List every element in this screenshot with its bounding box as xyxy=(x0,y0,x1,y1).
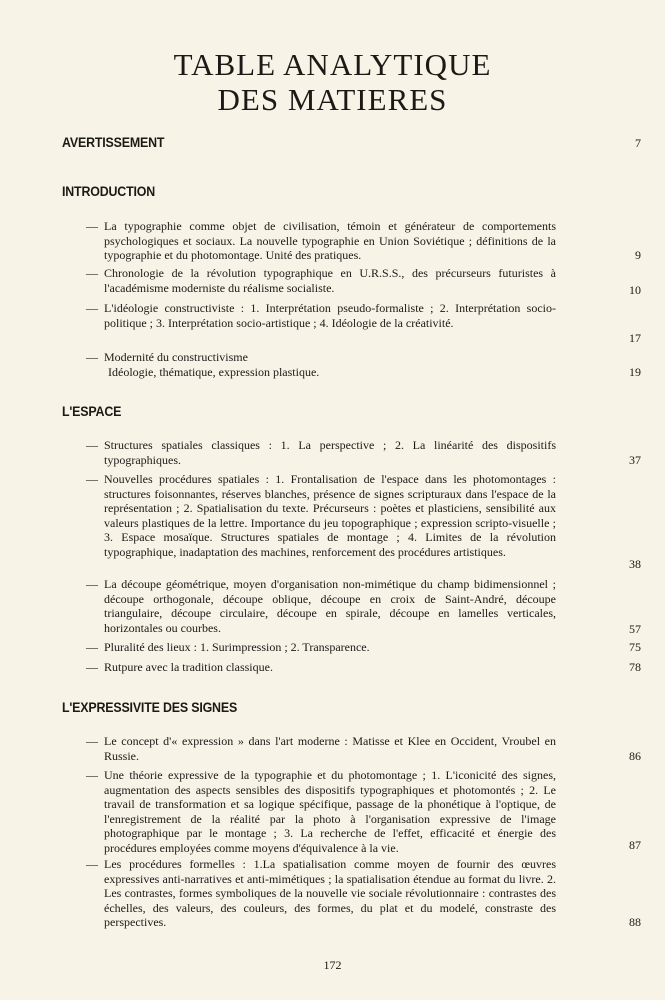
page-number: 87 xyxy=(629,838,641,852)
entry-text: Le concept d'« expression » dans l'art moderne : Matisse et Klee en Occident, Vroubel en Russie. xyxy=(104,734,556,763)
list-item: — Modernité du constructivisme Idéologie, thématique, expression plastique. xyxy=(86,350,556,379)
page-number: 75 xyxy=(629,640,641,654)
entry-text: Nouvelles procédures spatiales : 1. Frontalisation de l'espace dans les photomontages : structures foisonnantes, réserves blanches, présence de signes scripturaux dans l'espace de la représentation ; 2. Spatialisation du texte. Précurseurs : poètes et plasticiens, sensibilité aux valeurs plastiques de la lettre. Importance du jeu topographique ; expression scripto-visuelle ; 3. Espace mosaïque. Structures spatiales de montage ; 4. Limites de la révolution typographique, inadaptation des machines, renforcement des procédures artistiques. xyxy=(104,472,556,559)
page-number: 37 xyxy=(629,453,641,467)
list-item: — Les procédures formelles : 1.La spatialisation comme moyen de fournir des œuvres expressives anti-narratives et anti-mimétiques ; la spatialisation étendue au format du livre. 2. Les contrastes, formes symboliques de la nouvelle vie sociale révolutionnaire : contrastes des échelles, des valeurs, des couleurs, des formes, du plat et du modelé, constraste des perspectives. xyxy=(86,857,556,930)
folio: 172 xyxy=(323,958,342,972)
section-heading-expressivite: L'EXPRESSIVITE DES SIGNES xyxy=(62,700,238,715)
list-item: — Nouvelles procédures spatiales : 1. Frontalisation de l'espace dans les photomontages : structures foisonnantes, réserves blanches, présence de signes scripturaux dans l'espace de la représentation ; 2. Spatialisation du texte. Précurseurs : poètes et plasticiens, sensibilité aux valeurs plastiques de la lettre. Importance du jeu topographique ; expression scripto-visuelle ; 3. Espace mosaïque. Structures spatiales de montage ; 4. Limites de la révolution typographique, inadaptation des machines, renforcement des procédures artistiques. xyxy=(86,472,556,559)
entry-text: La découpe géométrique, moyen d'organisation non-mimétique du champ bidimensionnel ; découpe orthogonale, découpe oblique, découpe en croix de Saint-André, découpe triangulaire, découpe circulaire, découpe en spirale, découpe en lamelles verticales, horizontales ou courbes. xyxy=(104,577,556,635)
page-title-line1: TABLE ANALYTIQUE xyxy=(173,47,492,82)
section-heading-avertissement: AVERTISSEMENT xyxy=(62,135,165,150)
list-item: — Chronologie de la révolution typographique en U.R.S.S., des précurseurs futuristes à l'académisme moderniste du réalisme socialiste. xyxy=(86,266,556,295)
entry-text: Structures spatiales classiques : 1. La perspective ; 2. La linéarité des dispositifs typographiques. xyxy=(104,438,556,467)
page-number: 38 xyxy=(629,557,641,571)
entry-text: Chronologie de la révolution typographique en U.R.S.S., des précurseurs futuristes à l'académisme moderniste du réalisme socialiste. xyxy=(104,266,556,295)
page-number: 78 xyxy=(629,660,641,674)
page-title-line2: DES MATIERES xyxy=(217,82,448,117)
list-item: — Une théorie expressive de la typographie et du photomontage ; 1. L'iconicité des signes, augmentation des aspects sensibles des dispositifs typographiques et photomontés ; 2. Le travail de transformation et sa logique spécifique, passage de la phonétique à l'optique, de l'enregistrement de la réalité par la photo à l'organisation expressive de l'image photographique par le montage ; 3. La recherche de l'effet, efficacité et énergie des procédures employées comme moyens d'équivalence à la vie. xyxy=(86,768,556,855)
page-number: 10 xyxy=(629,283,641,297)
list-item: — Rutpure avec la tradition classique. xyxy=(86,660,556,675)
page-number: 86 xyxy=(629,749,641,763)
entry-text: Une théorie expressive de la typographie et du photomontage ; 1. L'iconicité des signes, augmentation des aspects sensibles des dispositifs typographiques et photomontés ; 2. Le travail de transformation et sa logique spécifique, passage de la phonétique à l'optique, de l'enregistrement de la réalité par la photo à l'organisation expressive de l'image photographique par le montage ; 3. La recherche de l'effet, efficacité et énergie des procédures employées comme moyens d'équivalence à la vie. xyxy=(104,768,556,855)
section-heading-introduction: INTRODUCTION xyxy=(62,184,156,199)
entry-text: Modernité du constructivisme xyxy=(104,350,248,364)
list-item: — Pluralité des lieux : 1. Surimpression ; 2. Transparence. xyxy=(86,640,556,655)
entry-text: L'idéologie constructiviste : 1. Interprétation pseudo-formaliste ; 2. Interprétation socio-politique ; 3. Interprétation socio-artistique ; 4. Idéologie de la créativité. xyxy=(104,301,556,330)
page-number: 88 xyxy=(629,915,641,929)
list-item: — Structures spatiales classiques : 1. La perspective ; 2. La linéarité des dispositifs typographiques. xyxy=(86,438,556,467)
entry-text: Pluralité des lieux : 1. Surimpression ; 2. Transparence. xyxy=(104,640,370,654)
page-number: 9 xyxy=(635,248,641,262)
section-heading-espace: L'ESPACE xyxy=(62,404,122,419)
list-item: — La découpe géométrique, moyen d'organisation non-mimétique du champ bidimensionnel ; découpe orthogonale, découpe oblique, découpe en croix de Saint-André, découpe triangulaire, découpe circulaire, découpe en spirale, découpe en lamelles verticales, horizontales ou courbes. xyxy=(86,577,556,635)
page-number: 19 xyxy=(629,365,641,379)
entry-text: La typographie comme objet de civilisation, témoin et générateur de comportements psychologiques et sociaux. La nouvelle typographie en Union Soviétique ; définitions de la typographie et du photomontage. Unité des pratiques. xyxy=(104,219,556,263)
list-item: — L'idéologie constructiviste : 1. Interprétation pseudo-formaliste ; 2. Interprétation socio-politique ; 3. Interprétation socio-artistique ; 4. Idéologie de la créativité. xyxy=(86,301,556,330)
entry-text: Rutpure avec la tradition classique. xyxy=(104,660,273,674)
entry-subtext: Idéologie, thématique, expression plastique. xyxy=(108,364,320,379)
entry-text: Les procédures formelles : 1.La spatialisation comme moyen de fournir des œuvres expressives anti-narratives et anti-mimétiques ; la spatialisation étendue au format du livre. 2. Les contrastes, formes symboliques de la nouvelle vie sociale révolutionnaire : contrastes des échelles, des valeurs, des couleurs, des formes, du plat et du modelé, constraste des perspectives. xyxy=(104,857,556,930)
page-number: 17 xyxy=(629,331,641,345)
list-item: — Le concept d'« expression » dans l'art moderne : Matisse et Klee en Occident, Vroubel en Russie. xyxy=(86,734,556,763)
list-item: — La typographie comme objet de civilisation, témoin et générateur de comportements psychologiques et sociaux. La nouvelle typographie en Union Soviétique ; définitions de la typographie et du photomontage. Unité des pratiques. xyxy=(86,219,556,263)
page-number: 7 xyxy=(635,136,641,150)
page-number: 57 xyxy=(629,622,641,636)
